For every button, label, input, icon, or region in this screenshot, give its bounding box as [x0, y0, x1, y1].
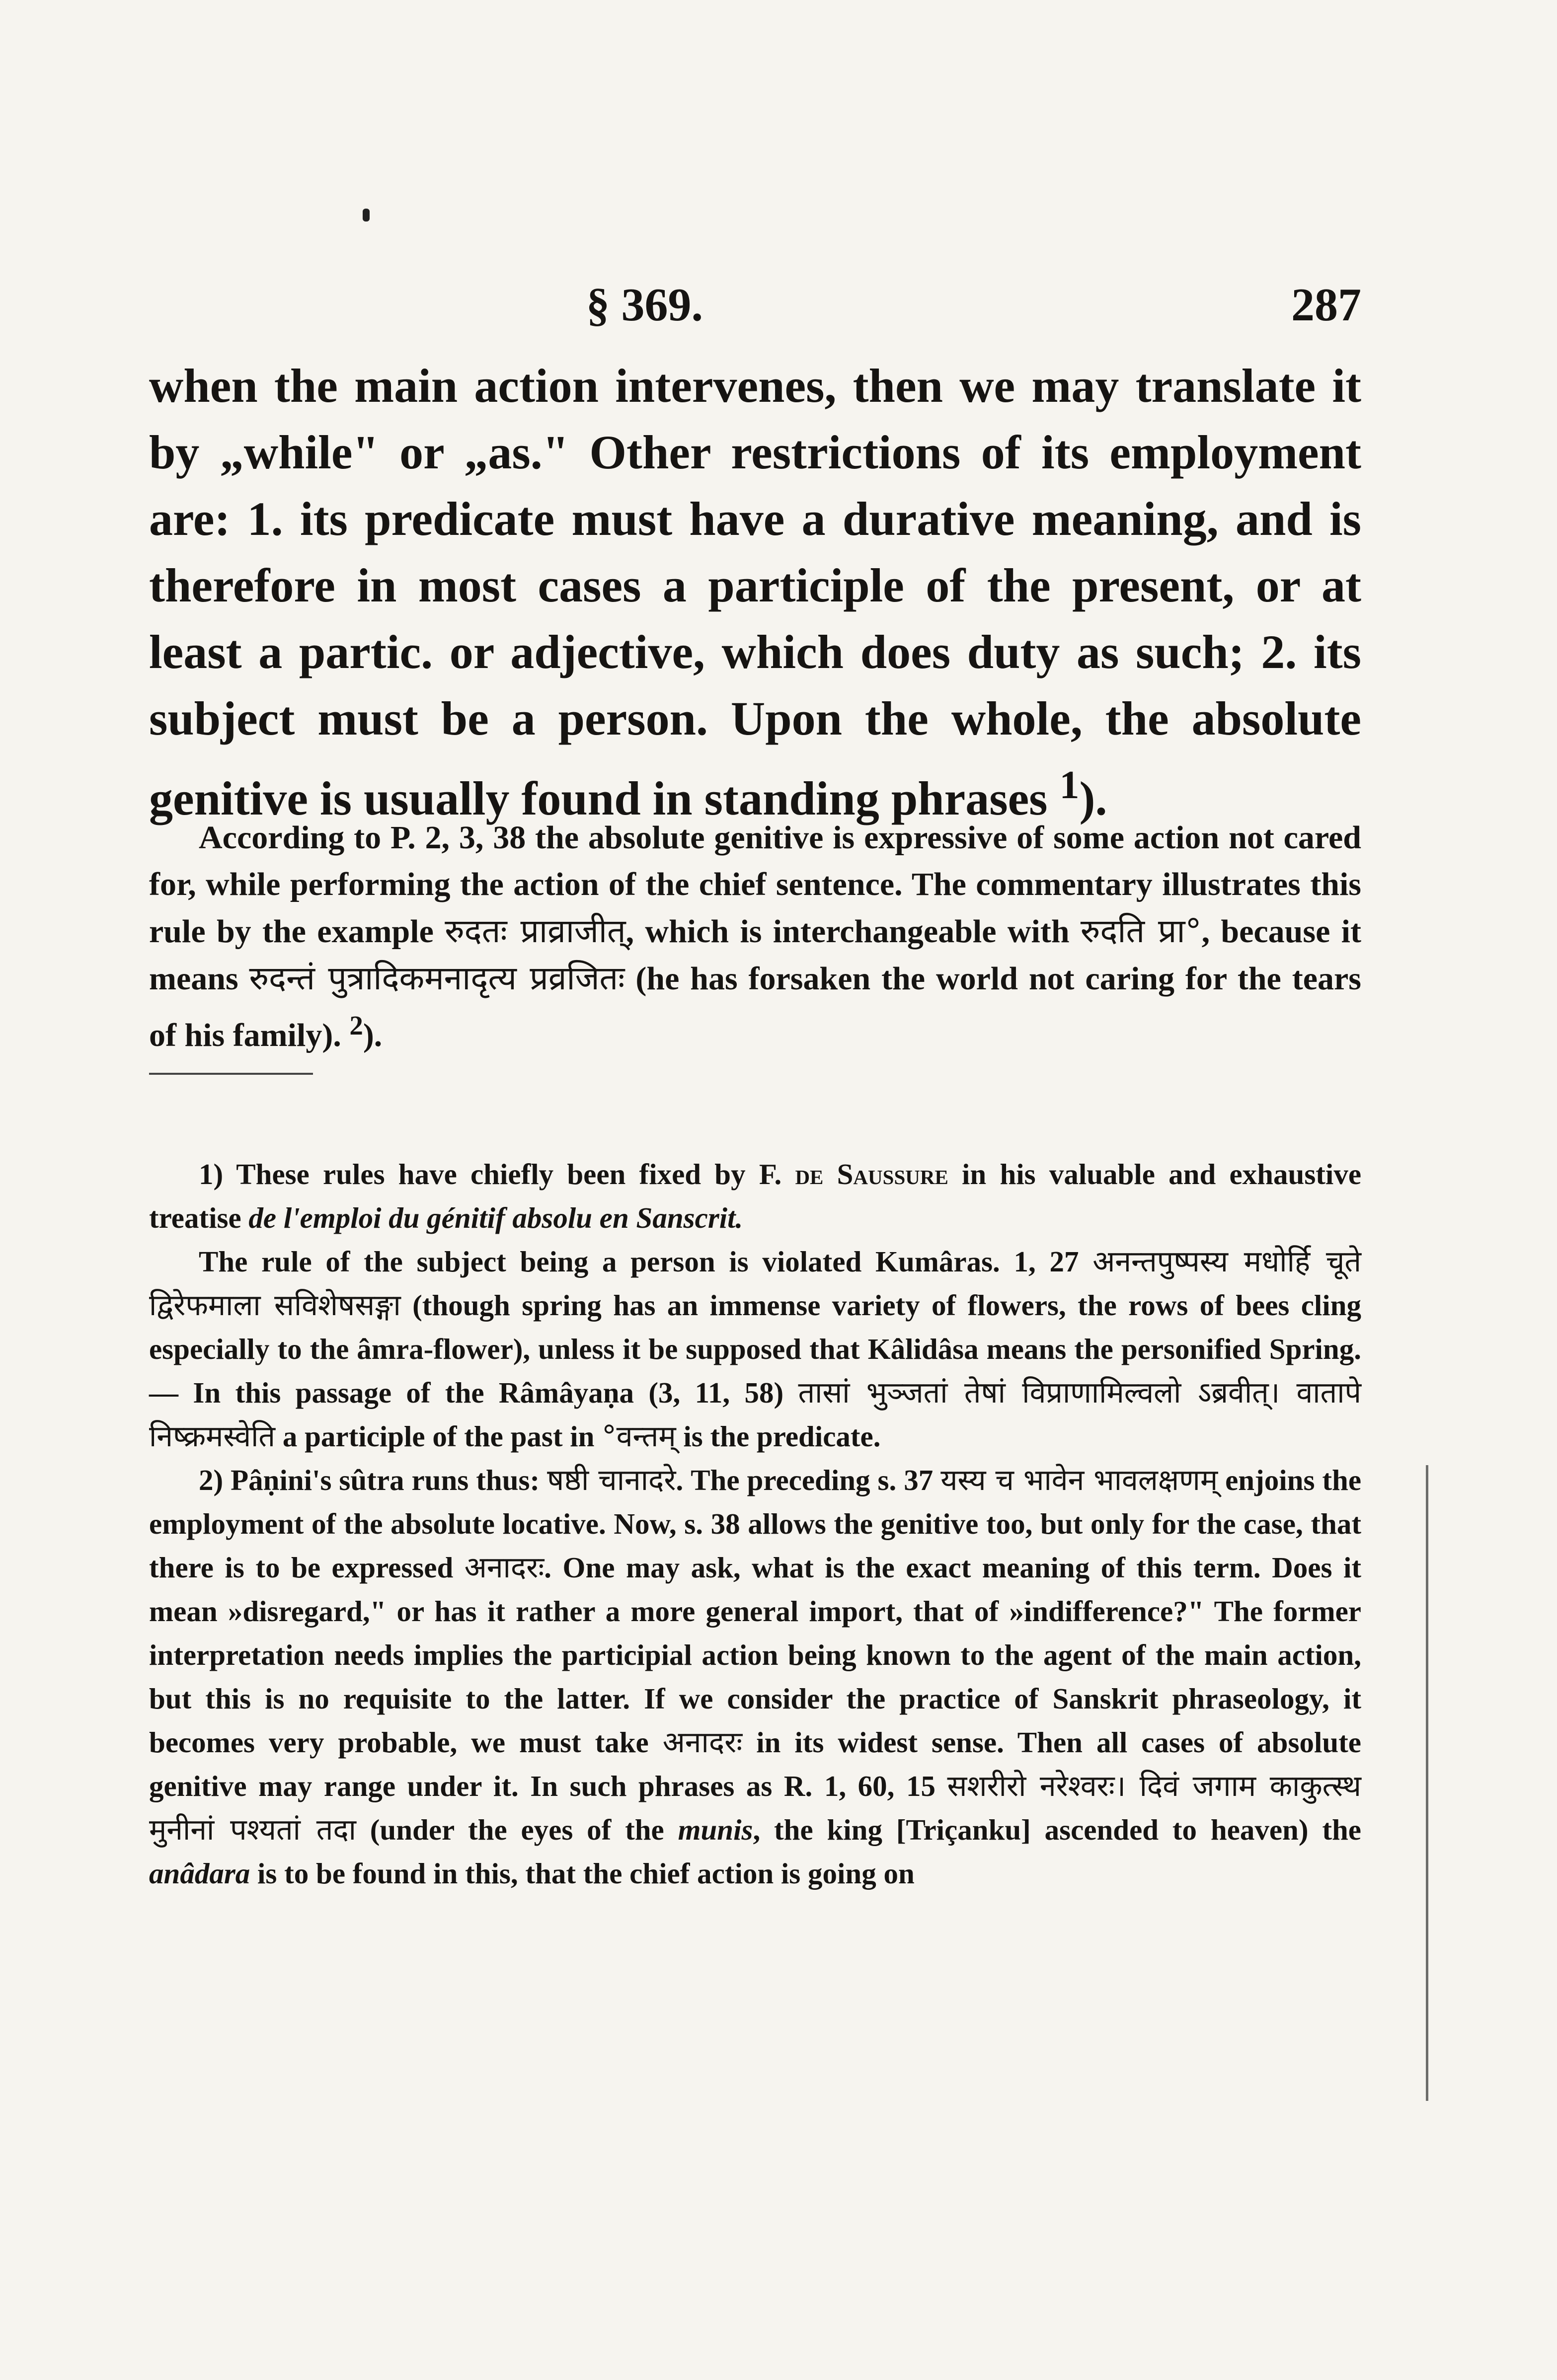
sanskrit-quote: सशरीरो नरेश्वरः। दिवं जगाम काकुत्स्थ मुनीनां पश्यतां तदा [149, 1769, 1361, 1847]
scan-speck [363, 209, 370, 222]
main-paragraph [149, 353, 1361, 832]
footnote-text: The rule of the subject being a person is violated Kumâras. 1, 27 [199, 1245, 1093, 1278]
commentary-text: According to P. 2, 3, 38 the absolute genitive is expressive of some action not cared for, while performing the action of the chief sentence. The commentary illustrates this rule by the example [149, 819, 1361, 950]
footnote-text: (though spring has an immense variety of flowers, the rows of bees cling especially to the âmra-flower), unless it be supposed that Kâlidâsa means the personified Spring. — In this passage of the Râmâyaṇa (3, 11, 58) [149, 1289, 1361, 1409]
footnote-ref-2: 2 [349, 1010, 363, 1041]
footnote-text: in its widest sense. Then all cases of absolute genitive may range under it. In such phrases as R. 1, 60, 15 [149, 1726, 1361, 1802]
footnote-1-continued [149, 1240, 1361, 1458]
author-name: de Saussure [795, 1158, 948, 1190]
footnote-text: in his valuable and exhaustive treatise [149, 1158, 1361, 1234]
main-text-end: ). [1079, 772, 1107, 825]
footnote-text: 2) Pâṇini's sûtra runs thus: [199, 1464, 547, 1496]
section-number: § 369. [586, 279, 703, 331]
footnote-text: . The preceding s. 37 [676, 1464, 941, 1496]
footnote-text: is to be found in this, that the chief action is going on [250, 1857, 915, 1890]
page-number: 287 [1291, 279, 1361, 331]
footnote-text: (under the eyes of the [356, 1813, 678, 1846]
footnote-text: a participle of the past in [275, 1420, 602, 1453]
sanskrit-gloss: रुदन्तं पुत्रादिकमनादृत्य प्रव्रजितः [249, 959, 625, 997]
footnote-1 [149, 1152, 1361, 1240]
sanskrit-term: अनादरः [662, 1725, 743, 1759]
footnotes [149, 1152, 1361, 1895]
sanskrit-quote: अनन्तपुष्पस्य मधोर्हि चूते द्विरेफमाला सविशेषसङ्गा [149, 1244, 1361, 1322]
italic-term: anâdara [149, 1857, 250, 1890]
scan-edge-line [1426, 1465, 1428, 2101]
sanskrit-quote: तासां भुञ्जतां तेषां विप्राणामिल्वलो ऽब्रवीत्। वातापे निष्क्रमस्वेति [149, 1375, 1361, 1453]
footnote-text: enjoins the employment of the absolute locative. Now, s. 38 allows the genitive too, but only for the case, that there is to be expressed [149, 1464, 1362, 1584]
commentary-text: , because it means [149, 913, 1361, 997]
commentary-text: (he has forsaken the world not caring for the tears of his family). [149, 961, 1361, 1053]
footnote-text: , the king [Triçanku] ascended to heaven) the [753, 1813, 1361, 1846]
commentary-paragraph [149, 815, 1361, 1059]
footnote-text: is the predicate. [676, 1420, 881, 1453]
sanskrit-sutra: षष्ठी चानादरे [547, 1463, 676, 1497]
sanskrit-sutra: यस्य च भावेन भावलक्षणम् [940, 1463, 1218, 1497]
main-text: when the main action intervenes, then we may translate it by „while" or „as." Other restrictions of its employment are: 1. its predicate must have a durative meaning, and is therefore in most cases a participle of the present, or at least a partic. or adjective, which does duty as such; 2. its subject must be a person. Upon the whole, the absolute genitive is usually found in standing phrases [149, 359, 1361, 825]
footnote-text: 1) These rules have chiefly been fixed by F. [199, 1158, 795, 1190]
commentary-text-end: ). [363, 1017, 383, 1053]
footnote-text: . One may ask, what is the exact meaning of this term. Does it mean »disregard," or has it rather a more general import, that of »indifference?" The former interpretation needs implies the participial action being known to the agent of the main action, but this is no requisite to the latter. If we consider the practice of Sanskrit phraseology, it becomes very probable, we must take [149, 1551, 1361, 1759]
sanskrit-alternative: रुदति प्रा° [1080, 912, 1202, 950]
footnote-rule [149, 1073, 313, 1075]
running-header [149, 278, 1361, 353]
sanskrit-example: रुदतः प्राव्राजीत् [445, 912, 626, 950]
italic-term: munis [678, 1813, 753, 1846]
commentary-text: , which is interchangeable with [625, 913, 1081, 950]
footnote-ref-1: 1 [1059, 763, 1080, 807]
sanskrit-term: अनादरः [464, 1550, 545, 1584]
sanskrit-suffix: °वन्तम् [602, 1419, 676, 1453]
footnote-2 [149, 1458, 1361, 1895]
treatise-title: de l'emploi du génitif absolu en Sanscrit. [248, 1201, 743, 1234]
